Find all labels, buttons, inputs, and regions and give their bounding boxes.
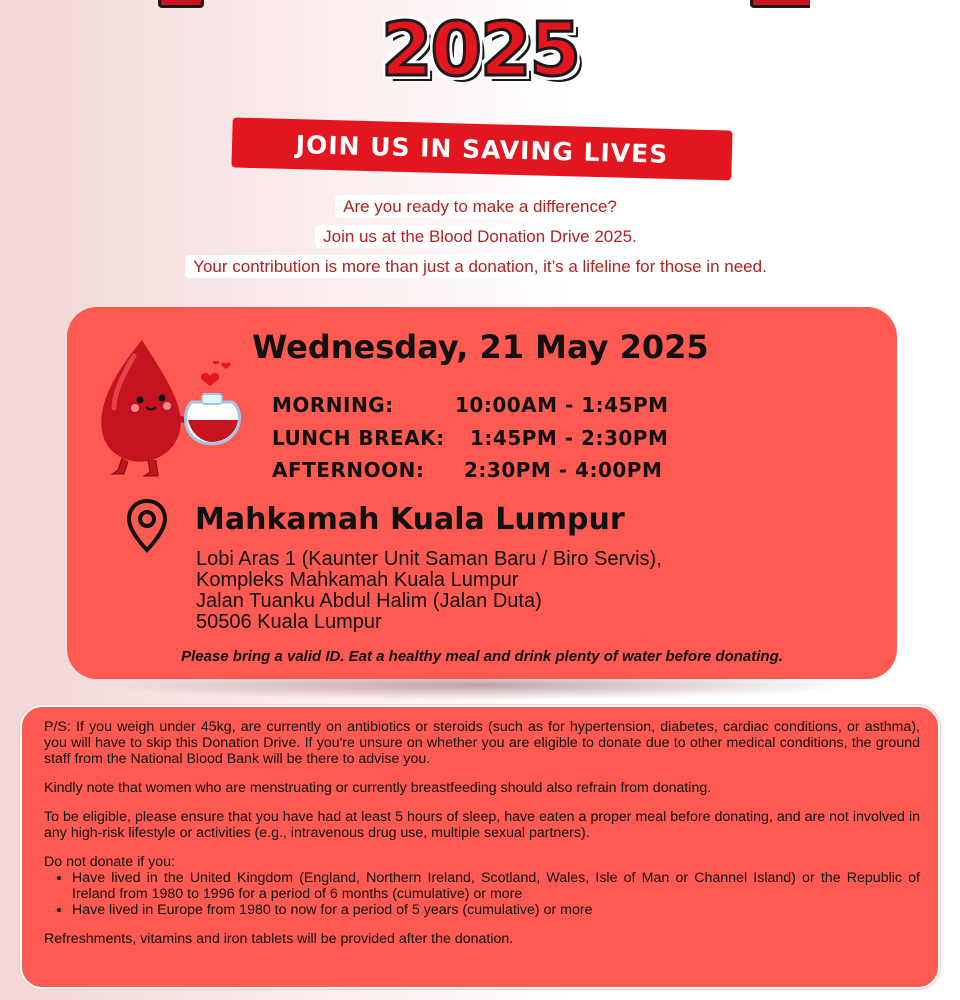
intro-line-2: Join us at the Blood Donation Drive 2025. [0,227,960,247]
blood-drop-mascot-icon [92,336,252,481]
donation-note: Please bring a valid ID. Eat a healthy meal and drink plenty of water before donating. [181,648,783,665]
ps-card [20,705,940,989]
ps-paragraph-eligibility: P/S: If you weigh under 45kg, are currently on antibiotics or steroids (such as for hypertension, diabetes, cardiac conditions, or asthma), you will have to skip this Donation Drive. If you're unsure on whether you are eligible to donate due to other medical conditions, the ground staff from the National Blood Bank will be there to advise you. [44,719,920,767]
slot-label-morning: MORNING: [272,393,394,417]
ps-paragraph-refreshments: Refreshments, vitamins and iron tablets will be provided after the donation. [44,931,514,947]
slot-label-lunch: LUNCH BREAK: [272,426,445,450]
banner-text: JOIN US IN SAVING LIVES [295,129,669,169]
slot-time-morning: 10:00AM - 1:45PM [455,393,669,417]
list-item: • Have lived in the United Kingdom (England, Northern Ireland, Scotland, Wales, Isle of Man or Channel Island) or the Republic of Ireland from 1980 to 1996 for a period of 6 months (cumulative) or more [72,870,920,902]
slot-time-afternoon: 2:30PM - 4:00PM [464,458,663,482]
location-pin-icon [125,498,169,554]
list-item: • Have lived in Europe from 1980 to now for a period of 5 years (cumulative) or more [72,902,920,918]
slot-time-lunch: 1:45PM - 2:30PM [470,426,669,450]
address-line-4: 50506 Kuala Lumpur [196,611,382,633]
ps-do-not-donate-intro: Do not donate if you: [44,854,175,870]
join-banner [231,117,732,180]
intro-line-3: Your contribution is more than just a donation, it’s a lifeline for those in need. [0,257,960,277]
year-heading: 2025 [381,7,579,93]
ps-do-not-donate-list [44,870,920,918]
event-date: Wednesday, 21 May 2025 [252,328,709,366]
intro-line-1: Are you ready to make a difference? [0,197,960,217]
address-line-3: Jalan Tuanku Abdul Halim (Jalan Duta) [196,590,542,612]
venue-name: Mahkamah Kuala Lumpur [195,502,625,537]
address-line-2: Kompleks Mahkamah Kuala Lumpur [196,569,519,591]
slot-label-afternoon: AFTERNOON: [272,458,425,482]
ps-paragraph-women: Kindly note that women who are menstruating or currently breastfeeding should also refrain from donating. [44,780,712,796]
address-line-1: Lobi Aras 1 (Kaunter Unit Saman Baru / Biro Servis), [196,548,662,570]
ps-paragraph-requirements: To be eligible, please ensure that you have had at least 5 hours of sleep, have eaten a proper meal before donating, and are not involved in any high-risk lifestyle or activities (e.g., intravenous drug use, multiple sexual partners). [44,809,920,841]
